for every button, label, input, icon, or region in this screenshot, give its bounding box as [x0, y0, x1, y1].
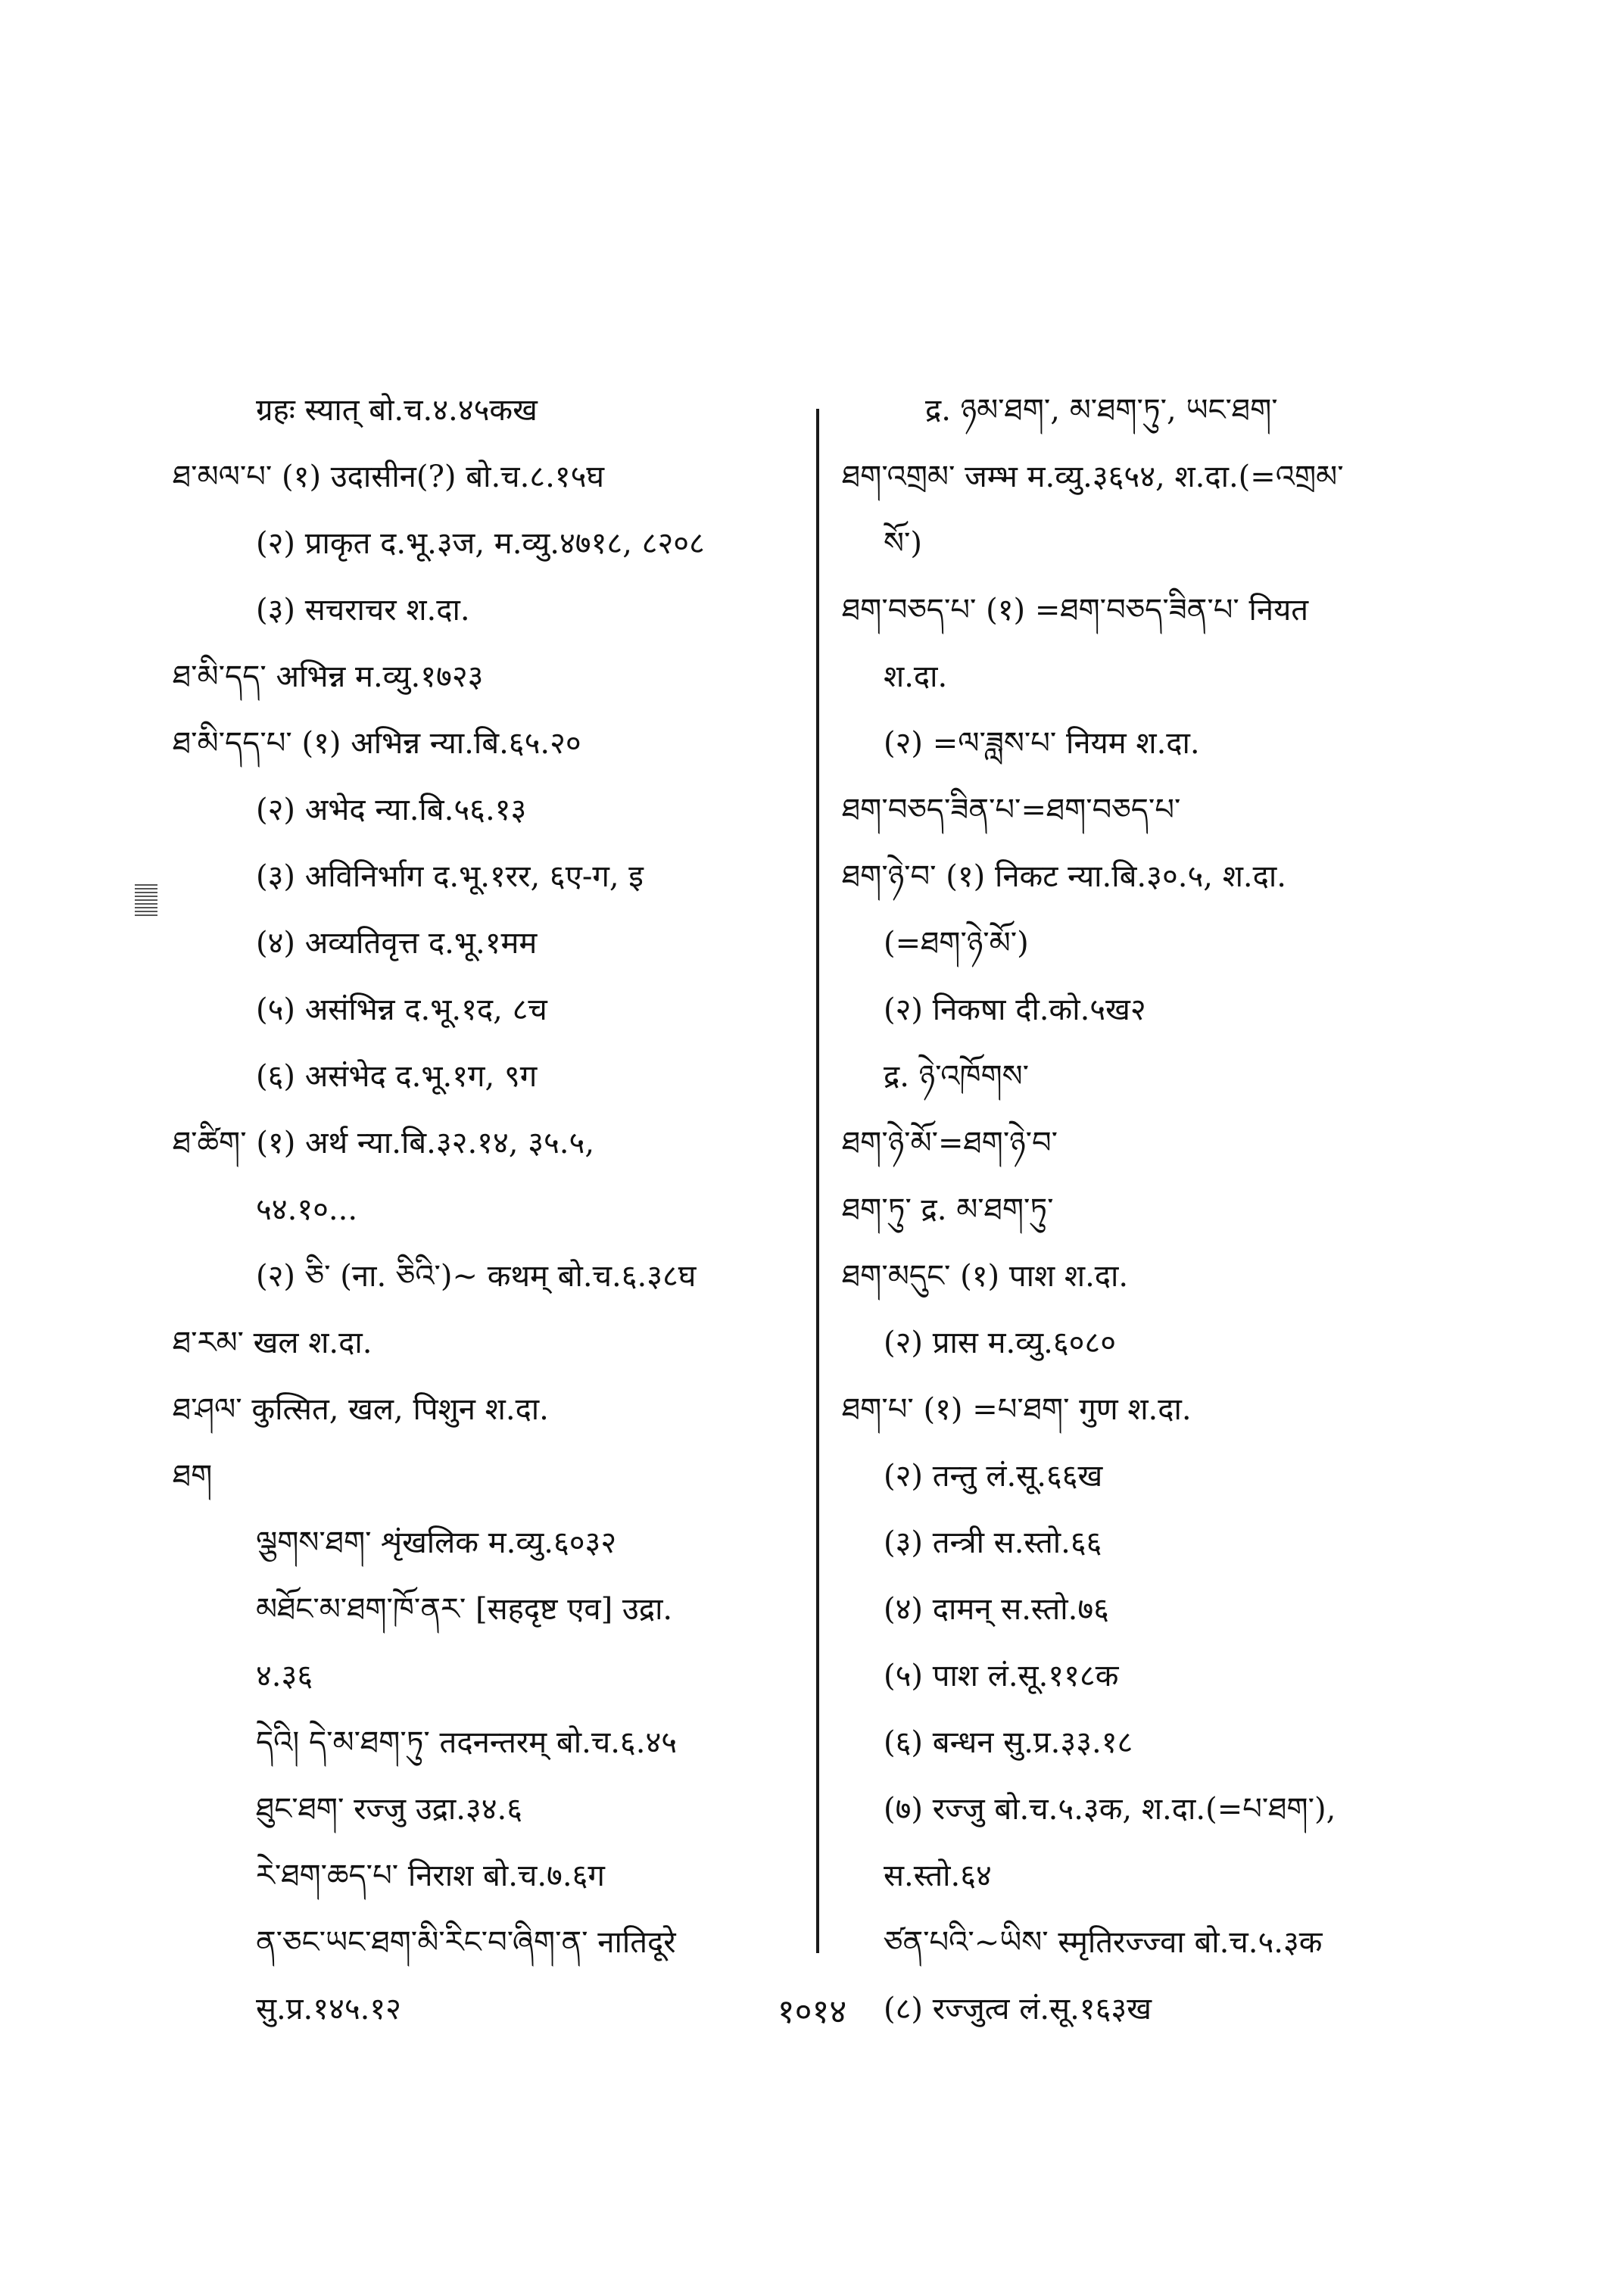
dictionary-entry-line: द्र. ཉེ་འཁོགས་ — [884, 1059, 1030, 1094]
dictionary-entry-line: (४) अव्यतिवृत्त द.भू.१मम — [256, 926, 538, 961]
dictionary-entry-line: ཐག — [173, 1459, 213, 1494]
dictionary-entry-line: རེ་ཐག་ཆད་པ་ निराश बो.च.७.६ग — [256, 1858, 605, 1893]
dictionary-entry-line: स.स्तो.६४ — [884, 1858, 992, 1893]
dictionary-entry-line: सु.प्र.१४५.१२ — [256, 1992, 401, 2027]
dictionary-entry-line: ५४.१०... — [256, 1192, 358, 1227]
dictionary-entry-line: (६) असंभेद द.भू.१ग, ९ग — [256, 1059, 538, 1094]
page-number: १०१४ — [777, 1992, 847, 2031]
dictionary-entry-line: (८) रज्जुत्व लं.सू.१६३ख — [884, 1992, 1152, 2027]
dictionary-entry-line: ཐག་ཏུ་ द्र. མ་ཐག་ཏུ་ — [842, 1192, 1054, 1227]
dictionary-entry-line: (=ཐག་ཉེ་མོ་) — [884, 926, 1029, 961]
dictionary-entry-line: སོ་) — [884, 526, 923, 561]
dictionary-entry-line: ཐག་འགྲམ་ जम्भ म.व्यु.३६५४, श.दा.(=འགྲམ་ — [842, 460, 1344, 494]
column-divider — [816, 409, 819, 1953]
margin-mark — [135, 884, 157, 918]
dictionary-entry-line: ཐག་བཅད་པ་ (१) =ཐག་བཅད་ཟིན་པ་ नियत — [842, 593, 1309, 628]
dictionary-entry-line: ཐ་ཚིག་ (१) अर्थ न्या.बि.३२.१४, ३५.५, — [173, 1126, 595, 1161]
dictionary-entry-line: ཐག་ཉེ་མོ་=ཐག་ཉེ་བ་ — [842, 1126, 1058, 1161]
dictionary-entry-line: དེའི། དེ་མ་ཐག་ཏུ་ तदनन्तरम् बो.च.६.४५ — [256, 1725, 678, 1760]
dictionary-entry-line: ཐག་མདུང་ (१) पाश श.दा. — [842, 1259, 1129, 1294]
dictionary-entry-line: མཐོང་མ་ཐག་ཁོ་ནར་ [सहदृष्ट एव] उद्रा. — [256, 1592, 673, 1627]
dictionary-entry-line: ཐ་རམ་ खल श.दा. — [173, 1326, 372, 1360]
dictionary-entry-line: ཙན་པའི་~ཡིས་ स्मृतिरज्ज्वा बो.च.५.३क — [884, 1925, 1323, 1960]
dictionary-entry-line: ན་ཅང་ཡང་ཐག་མི་རིང་བ་ཞིག་ན་ नातिदूरे — [256, 1925, 676, 1960]
dictionary-entry-line: (२) निकषा दी.को.५ख२ — [884, 992, 1146, 1027]
dictionary-entry-line: ལྕགས་ཐག་ शृंखलिक म.व्यु.६०३२ — [256, 1525, 617, 1560]
dictionary-entry-line: ཐ་མལ་པ་ (१) उदासीन(?) बो.च.८.१५घ — [173, 460, 605, 494]
dictionary-entry-line: (२) प्रास म.व्यु.६०८० — [884, 1326, 1117, 1360]
dictionary-entry-line: (३) अविनिर्भाग द.भू.१रर, ६ए-ग, इ — [256, 859, 644, 894]
dictionary-entry-line: ग्रहः स्यात् बो.च.४.४५कख — [256, 393, 538, 428]
dictionary-entry-line: ཐ་མི་དད་ अभिन्न म.व्यु.१७२३ — [173, 659, 484, 694]
dictionary-entry-line: ཐག་ཉེ་བ་ (१) निकट न्या.बि.३०.५, श.दा. — [842, 859, 1286, 894]
dictionary-entry-line: ཐུང་ཐག་ रज्जु उद्रा.३४.६ — [256, 1792, 523, 1827]
dictionary-entry-line: (७) रज्जु बो.च.५.३क, श.दा.(=པ་ཐག་), — [884, 1792, 1336, 1827]
dictionary-entry-line: (३) तन्त्री स.स्तो.६६ — [884, 1525, 1102, 1560]
dictionary-entry-line: (२) अभेद न्या.बि.५६.१३ — [256, 793, 527, 827]
dictionary-entry-line: ཐག་པ་ (१) =པ་ཐག་ गुण श.दा. — [842, 1392, 1192, 1427]
dictionary-entry-line: ཐག་བཅད་ཟིན་པ་=ཐག་བཅད་པ་ — [842, 793, 1181, 827]
dictionary-entry-line: (२) तन्तु लं.सू.६६ख — [884, 1459, 1103, 1494]
dictionary-entry-line: ཐ་མི་དད་པ་ (१) अभिन्न न्या.बि.६५.२० — [173, 726, 581, 761]
dictionary-entry-line: (३) सचराचर श.दा. — [256, 593, 470, 628]
dictionary-entry-line: (५) पाश लं.सू.११८क — [884, 1659, 1119, 1693]
dictionary-entry-line: ४.३६ — [256, 1659, 313, 1693]
dictionary-entry-line: ཐ་ཤལ་ कुत्सित, खल, पिशुन श.दा. — [173, 1392, 549, 1427]
dictionary-entry-line: (२) =ལ་ཟླས་པ་ नियम श.दा. — [884, 726, 1200, 761]
dictionary-entry-line: (५) असंभिन्न द.भू.१द, ८च — [256, 992, 547, 1027]
dictionary-entry-line: (२) ཅི་ (ना. ཅིའི་)~ कथम् बो.च.६.३८घ — [256, 1259, 697, 1294]
dictionary-entry-line: द्र. ཉམ་ཐག་, མ་ཐག་ཏུ་, ཡང་ཐག་ — [925, 393, 1278, 428]
right-column — [842, 388, 1508, 2053]
dictionary-entry-line: (२) प्राकृत द.भू.३ज, म.व्यु.४७१८, ८२०८ — [256, 526, 705, 561]
dictionary-entry-line: श.दा. — [884, 659, 948, 694]
dictionary-entry-line: (४) दामन् स.स्तो.७६ — [884, 1592, 1109, 1627]
dictionary-entry-line: (६) बन्धन सु.प्र.३३.१८ — [884, 1725, 1133, 1760]
left-column — [173, 388, 801, 2053]
